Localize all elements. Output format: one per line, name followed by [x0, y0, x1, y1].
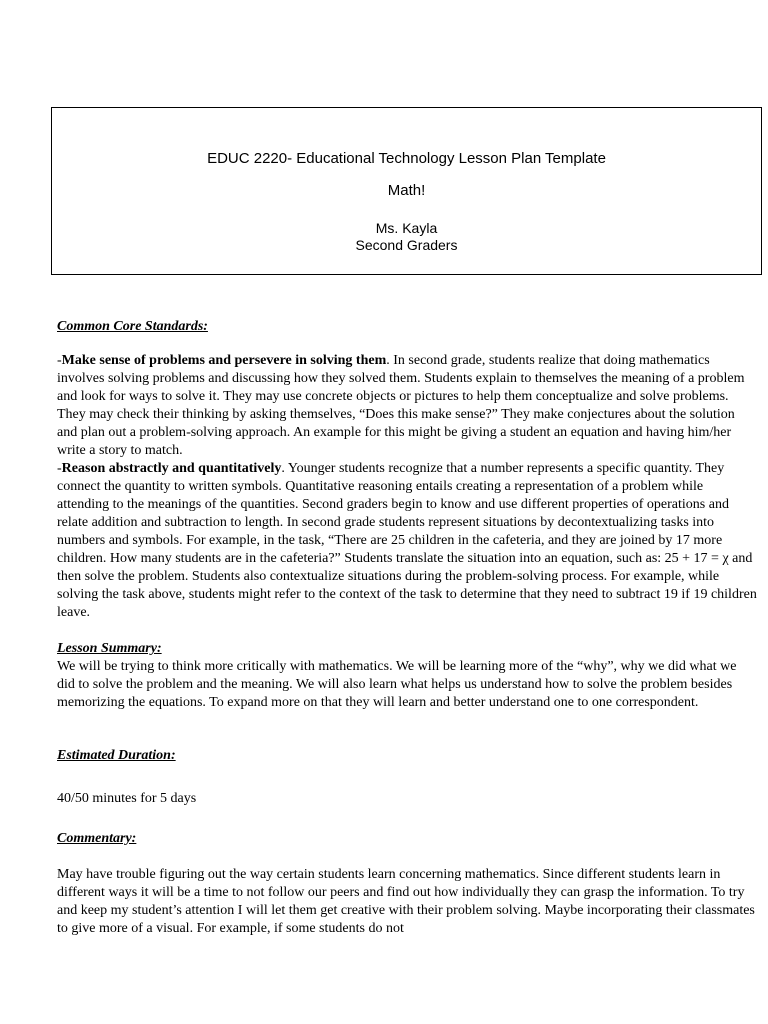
- standard-make-sense: -Make sense of problems and persevere in solving them. In second grade, students realize that doing mathematics involves solving problems and discussing how they solved them. Students explain to themselves the meaning of a problem and look for ways to solve it. They may use concrete objects or pictures to help them conceptualize and solve problems. They may check their thinking by asking themselves, “Does this make sense?” They make conjectures about the solution and plan out a problem-solving approach. An example for this might be giving a student an equation and having him/her write a story to match.: [57, 353, 745, 458]
- lesson-summary-heading-text: Lesson Summary:: [57, 641, 162, 656]
- standard-reason-lead: Reason abstractly and quantitatively: [61, 461, 282, 476]
- teacher-name: Ms. Kayla: [375, 220, 438, 236]
- estimated-duration-heading: [57, 747, 757, 765]
- commentary-heading-text: Commentary:: [57, 831, 137, 846]
- common-core-heading-text: Common Core Standards:: [57, 319, 208, 334]
- document-title: EDUC 2220- Educational Technology Lesson Plan Template: [207, 150, 606, 167]
- standard-make-sense-text: . In second grade, students realize that doing mathematics involves solving problems and discussing how they solved them. Students explain to themselves the meaning of a problem and look for ways to solve it. They may use concrete objects or pictures to help them conceptualize and solve problems. They may check their thinking by asking themselves, “Does this make sense?” They make conjectures about the solution and plan out a problem-solving approach. An example for this might be giving a student an equation and having him/her write a story to match.: [57, 353, 745, 458]
- lesson-summary-text: We will be trying to think more critically with mathematics. We will be learning more of the “why”, why we did what we did to solve the problem and the meaning. We will also learn what helps us understand how to solve the problem besides memorizing the equations. To expand more on that they will learn and better understand one to one correspondent.: [57, 659, 737, 710]
- common-core-heading: [57, 318, 757, 336]
- estimated-duration-heading-text: Estimated Duration:: [57, 748, 176, 763]
- commentary-heading: [57, 830, 757, 848]
- subject-title: Math!: [387, 182, 426, 199]
- estimated-duration-text: 40/50 minutes for 5 days: [57, 791, 197, 806]
- standard-make-sense-lead: Make sense of problems and persevere in solving them: [61, 353, 387, 368]
- standard-reason-text: . Younger students recognize that a number represents a specific quantity. They connect the quantity to written symbols. Quantitative reasoning entails creating a representation of a problem while attending to the meanings of the quantities. Second graders begin to know and use different properties of operations and relate addition and subtraction to length. In second grade students represent situations by decontextualizing tasks into numbers and symbols. For example, in the task, “There are 25 children in the cafeteria, and they are joined by 17 more children. How many students are in the cafeteria?” Students translate the situation into an equation, such as: 25 + 17 = χ and then solve the problem. Students also contextualize situations during the problem-solving process. For example, while solving the task above, students might refer to the context of the task to determine that they need to subtract 19 if 19 children leave.: [57, 461, 757, 620]
- standard-reason-abstractly: -Reason abstractly and quantitatively. Younger students recognize that a number represents a specific quantity. They connect the quantity to written symbols. Quantitative reasoning entails creating a representation of a problem while attending to the meanings of the quantities. Second graders begin to know and use different properties of operations and relate addition and subtraction to length. In second grade students represent situations by decontextualizing tasks into numbers and symbols. For example, in the task, “There are 25 children in the cafeteria, and they are joined by 17 more children. How many students are in the cafeteria?” Students translate the situation into an equation, such as: 25 + 17 = χ and then solve the problem. Students also contextualize situations during the problem-solving process. For example, while solving the task above, students might refer to the context of the task to determine that they need to subtract 19 if 19 children leave.: [57, 461, 757, 620]
- grade-level: Second Graders: [355, 237, 458, 253]
- lesson-summary-heading: [57, 640, 757, 658]
- header-box: [51, 107, 762, 275]
- commentary-text: May have trouble figuring out the way certain students learn concerning mathematics. Since different students learn in different ways it will be a time to not follow our peers and find out how individually they can grasp the information. To try and keep my student’s attention I will let them get creative with their problem solving. Maybe incorporating their classmates to give more of a visual. For example, if some students do not: [57, 867, 755, 936]
